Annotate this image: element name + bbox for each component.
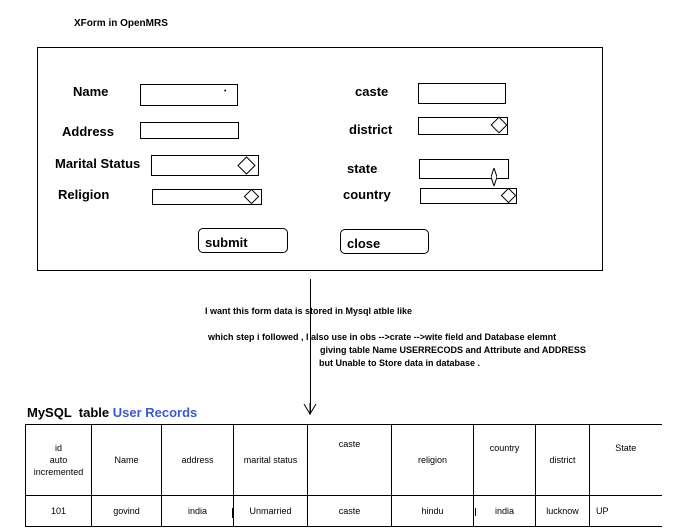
table-cell: lucknow [536,496,590,527]
address-label: Address [62,124,115,139]
column-header: id auto incremented [26,425,92,496]
column-header: address [162,425,234,496]
dropdown-diamond-icon [491,117,508,134]
note-line-3: giving table Name USERRECODS and Attribute and ADDRESS [320,345,586,355]
state-spinner-icon[interactable] [491,168,497,186]
table-cell: india [474,496,536,527]
table-row [26,496,662,527]
table-cell: india [162,496,234,527]
district-select[interactable] [418,117,508,135]
country-label: country [343,187,391,202]
religion-label: Religion [58,187,110,202]
column-header: State [590,425,662,496]
table-heading [27,405,197,420]
state-label: state [347,161,378,176]
name-input[interactable] [140,84,238,106]
column-header: marital status [234,425,308,496]
country-select[interactable] [420,188,517,204]
marital-status-select[interactable] [151,155,259,176]
address-input[interactable] [140,122,239,139]
connector-line [310,279,311,413]
table-cell: 101 [26,496,92,527]
dropdown-diamond-icon [237,156,255,174]
district-label: district [349,122,393,137]
submit-button[interactable]: submit [198,228,288,253]
column-line-extension [232,508,233,518]
arrow-down-icon [303,403,318,416]
column-header: Name [92,425,162,496]
note-line-1: I want this form data is stored in Mysql atble like [205,306,413,316]
column-header: district [536,425,590,496]
table-cell: hindu [392,496,474,527]
close-button[interactable]: close [340,229,429,254]
caste-input[interactable] [418,83,506,104]
note-line-4: but Unable to Store data in database . [319,358,481,368]
caste-label: caste [355,84,389,99]
dropdown-diamond-icon [244,189,260,205]
column-line-extension [475,508,476,516]
table-cell: UP [590,496,662,527]
table-cell: govind [92,496,162,527]
column-header: religion [392,425,474,496]
cursor-mark-icon: • [224,88,227,95]
user-records-table [25,424,662,527]
table-heading-prefix: MySQL table [27,405,113,420]
marital-status-label: Marital Status [55,156,141,171]
table-cell: caste [308,496,392,527]
dropdown-diamond-icon [501,188,517,204]
table-header-row [26,425,662,496]
table-cell: Unmarried [234,496,308,527]
table-name: User Records [112,405,198,420]
note-line-2: which step i followed , I also use in obs -->crate -->wite field and Database elemnt [208,332,557,342]
name-label: Name [73,84,109,99]
diagram-title: XForm in OpenMRS [74,18,168,29]
column-header: caste [308,425,392,496]
column-header: country [474,425,536,496]
religion-select[interactable] [152,189,262,205]
